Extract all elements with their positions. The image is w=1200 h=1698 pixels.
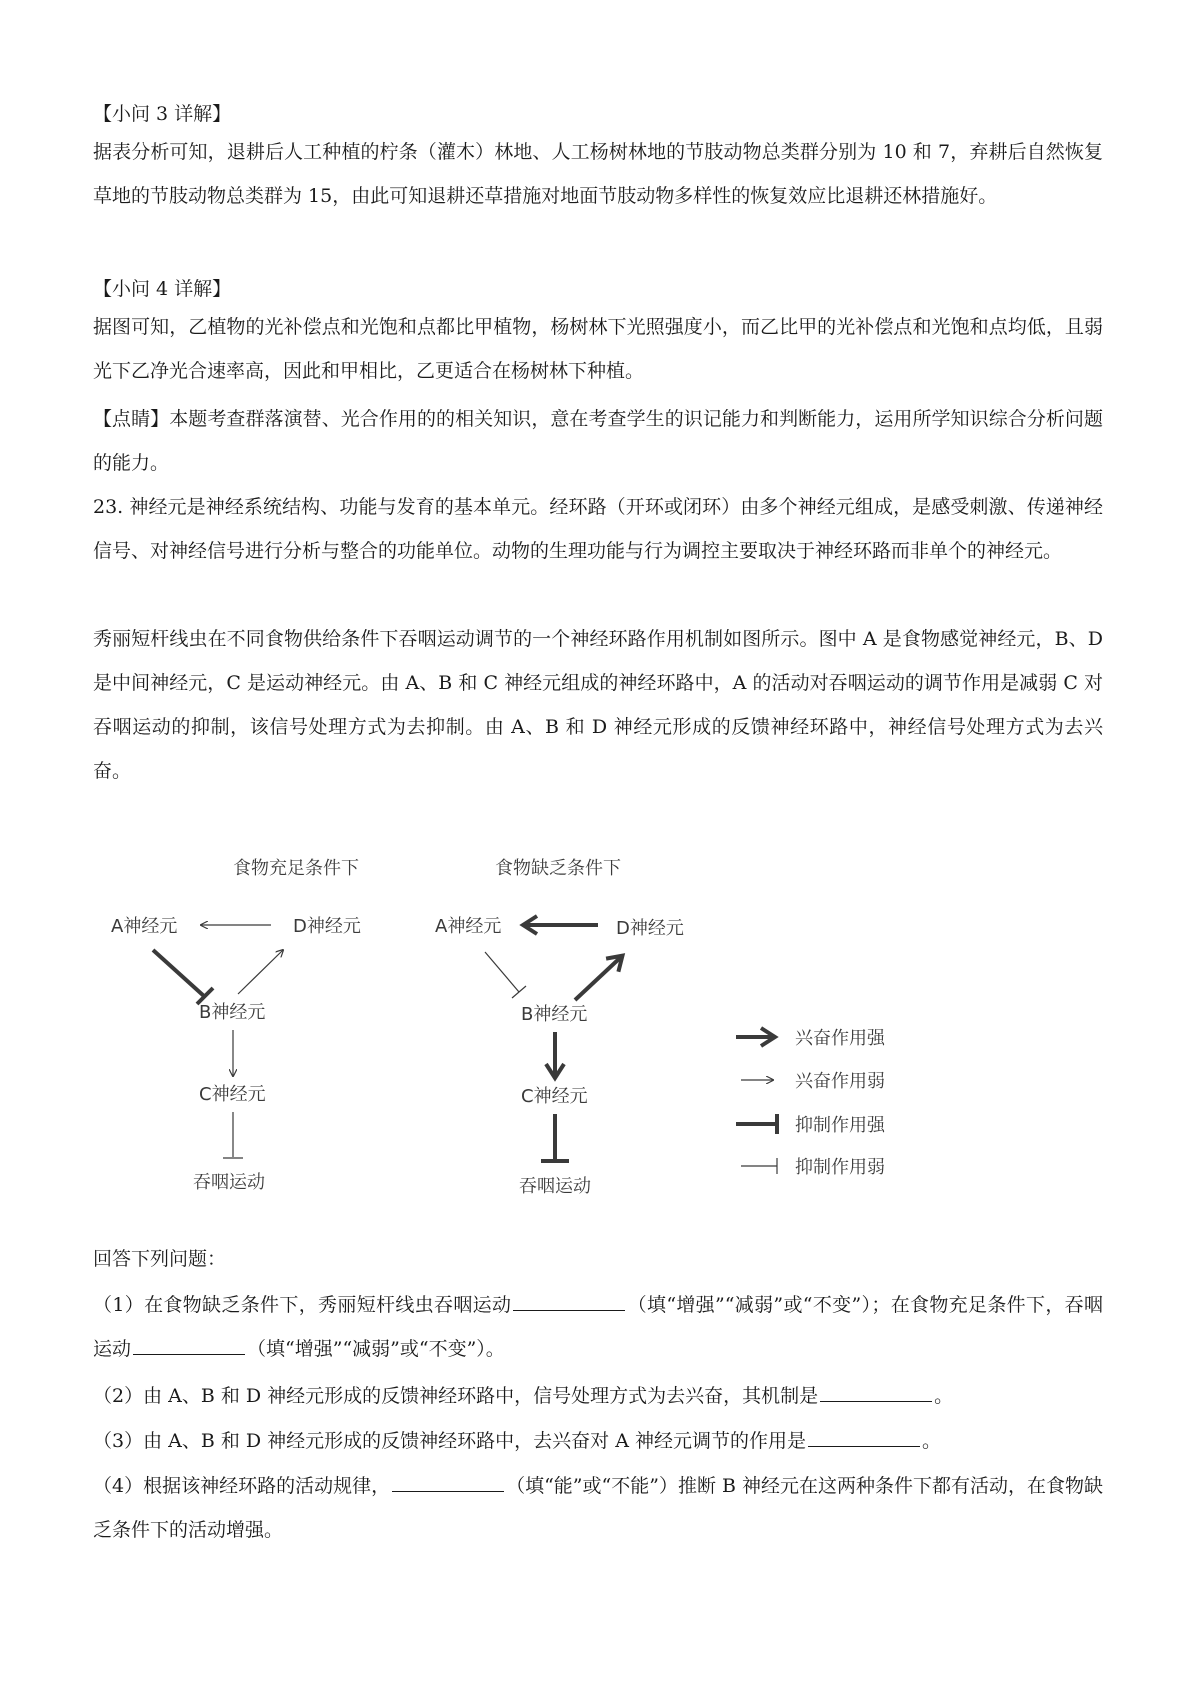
right-b-to-d-strong-excitation: [575, 957, 621, 1000]
question-2: [93, 1374, 1103, 1418]
q3-heading: 【小问 3 详解】: [93, 103, 232, 125]
question-4-part-a: （4）根据该神经环路的活动规律，: [93, 1475, 391, 1497]
question-3-answer-blank[interactable]: [808, 1424, 920, 1447]
legend-strong-inhibition-label: 抑制作用强: [795, 1115, 885, 1136]
right-a-to-b-inhibition-bar: [512, 986, 526, 998]
right-node-output: 吞咽运动: [519, 1176, 591, 1197]
q23-context-paragraph: 秀丽短杆线虫在不同食物供给条件下吞咽运动调节的一个神经环路作用机制如图所示。图中 A 是食物感觉神经元，B、D 是中间神经元，C 是运动神经元。由 A、B 和 C 神经元组成的神经环路中，A 的活动对吞咽运动的调节作用是减弱 C 对吞咽运动的抑制，该信号处理方式为去抑制。由 A、B 和 D 神经元形成的反馈神经环路中，神经信号处理方式为去兴奋。: [93, 628, 1104, 782]
neural-circuit-figure: [93, 858, 1103, 1252]
right-node-d: D神经元: [616, 918, 684, 939]
question-3: [93, 1419, 1103, 1463]
question-2-part-a: （2）由 A、B 和 D 神经元形成的反馈神经环路中，信号处理方式为去兴奋，其机制是: [93, 1385, 819, 1407]
question-3-part-b: 。: [921, 1430, 941, 1452]
comment-paragraph: 【点睛】本题考查群落演替、光合作用的的相关知识，意在考查学生的识记能力和判断能力，运用所学知识综合分析问题的能力。: [93, 408, 1103, 474]
question-2-part-b: 。: [934, 1385, 954, 1407]
left-node-d: D神经元: [293, 916, 361, 937]
question-3-part-a: （3）由 A、B 和 D 神经元形成的反馈神经环路中，去兴奋对 A 神经元调节的作用是: [93, 1430, 806, 1452]
left-node-a: A神经元: [111, 916, 178, 937]
right-node-c: C神经元: [521, 1086, 588, 1107]
question-1: [93, 1283, 1103, 1371]
left-node-c: C神经元: [199, 1084, 266, 1105]
left-diagram-title: 食物充足条件下: [233, 858, 359, 879]
right-a-to-b-weak-inhibition: [485, 952, 519, 992]
question-1-part-a: （1）在食物缺乏条件下，秀丽短杆线虫吞咽运动: [93, 1294, 512, 1316]
q4-heading: 【小问 4 详解】: [93, 278, 232, 300]
left-b-to-d-weak-excitation: [238, 950, 283, 994]
q23-intro-paragraph: 23. 神经元是神经系统结构、功能与发育的基本单元。经环路（开环或闭环）由多个神经元组成，是感受刺激、传递神经信号、对神经信号进行分析与整合的功能单位。动物的生理功能与行为调控主要取决于神经环路而非单个的神经元。: [93, 496, 1103, 562]
legend-strong-excitation-label: 兴奋作用强: [795, 1028, 885, 1049]
q4-explanation: 据图可知，乙植物的光补偿点和光饱和点都比甲植物，杨树林下光照强度小，而乙比甲的光补偿点和光饱和点均低，且弱光下乙净光合速率高，因此和甲相比，乙更适合在杨树林下种植。: [93, 316, 1103, 382]
question-4: [93, 1464, 1103, 1552]
legend-weak-inhibition-label: 抑制作用弱: [795, 1157, 885, 1178]
circuit-diagram: [93, 858, 1103, 1197]
left-node-b: B神经元: [199, 1002, 266, 1023]
left-node-output: 吞咽运动: [193, 1172, 265, 1193]
right-node-b: B神经元: [521, 1004, 588, 1025]
question-1-answer-blank-1[interactable]: [513, 1288, 625, 1311]
right-diagram-title: 食物缺乏条件下: [495, 858, 621, 879]
question-1-answer-blank-2[interactable]: [133, 1332, 245, 1355]
question-4-part-b: （填“能”或“不能”）推断 B 神经元在这两种条件下都有活动，在食物缺乏条件下的活动增强。: [93, 1475, 1103, 1541]
questions-prompt: 回答下列问题：: [93, 1248, 227, 1270]
left-a-to-b-strong-inhibition: [153, 950, 205, 997]
question-4-answer-blank[interactable]: [392, 1469, 504, 1492]
legend-weak-excitation-label: 兴奋作用弱: [795, 1071, 885, 1092]
question-1-part-c: （填“增强”“减弱”或“不变”）。: [247, 1338, 505, 1360]
question-2-answer-blank[interactable]: [820, 1379, 932, 1402]
question-1-part-b: （填“增强”“减弱”或“不变”）；在食物充足条件下，吞咽运动: [93, 1294, 1103, 1360]
q3-explanation: 据表分析可知，退耕后人工种植的柠条（灌木）林地、人工杨树林地的节肢动物总类群分别为 10 和 7，弃耕后自然恢复草地的节肢动物总类群为 15，由此可知退耕还草措施对地面节肢动物多样性的恢复效应比退耕还林措施好。: [93, 141, 1103, 207]
right-node-a: A神经元: [435, 916, 502, 937]
